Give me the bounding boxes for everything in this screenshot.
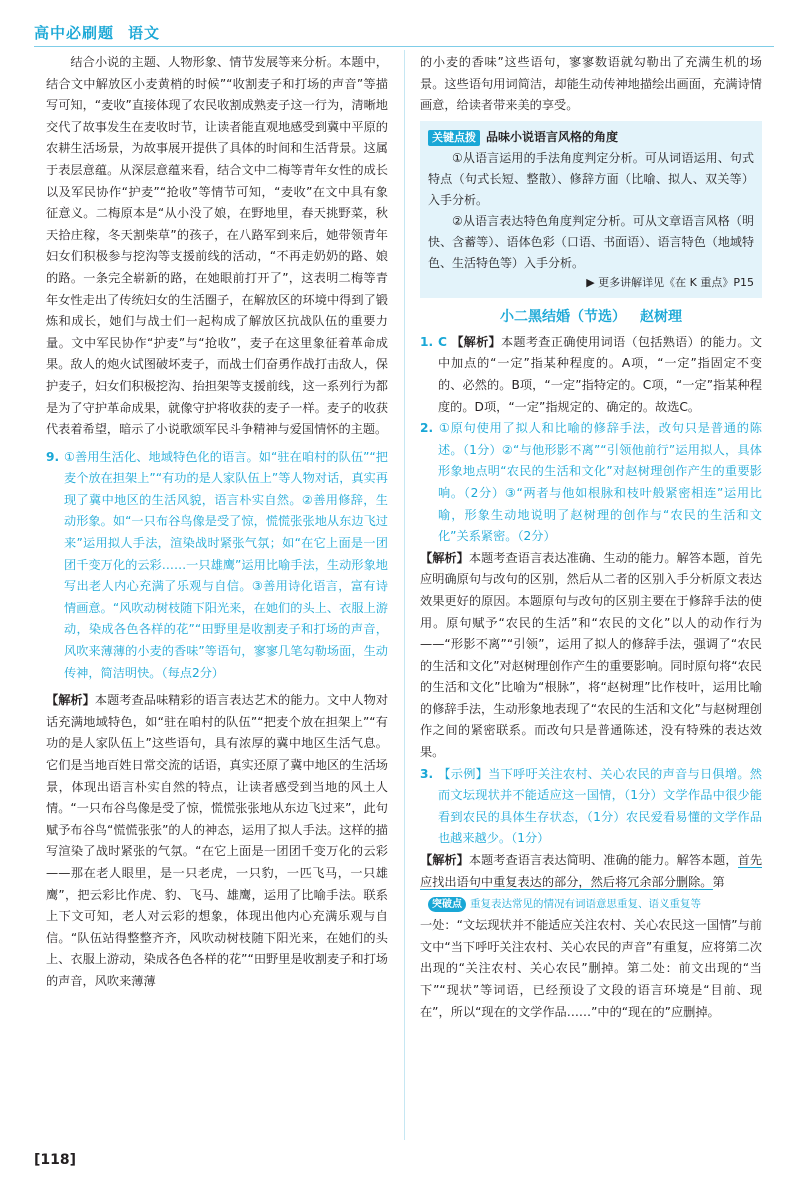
question-3-analysis-text-b: 第: [712, 874, 725, 889]
key-tip-heading: [428, 127, 754, 148]
section-title: [420, 306, 762, 328]
section-author: 赵树理: [640, 308, 682, 325]
question-1-answer: C: [438, 334, 447, 349]
question-3-answer-text: 【示例】当下呼吁关注农村、关心农民的声音与日俱增。然而文坛现状并不能适应这一国情，（1分）文学作品中很少能看到农民的具体生存状态，（1分）农民爱看易懂的文学作品也越来越少。（1分）: [438, 766, 762, 846]
page-header: [34, 22, 160, 43]
question-9-answer: [46, 447, 388, 685]
key-tip-point-1: ①从语言运用的手法角度判定分析。可从词语运用、句式特点（句式长短、整散）、修辞方面（比喻、拟人、双关等）入手分析。: [428, 150, 754, 207]
question-2-answer-text: ①原句使用了拟人和比喻的修辞手法，改句只是普通的陈述。（1分）②“与他形影不离”“引领他前行”运用拟人，具体形象地点明“农民的生活和文化”对赵树理创作产生的重要影响。（2分）③“两者与他如根脉和枝叶般紧密相连”运用比喻，形象生动地说明了赵树理的创作与“农民的生活和文化”关系紧密。（2分）: [438, 421, 762, 544]
question-3-underlined-text: 首先应找出语句中重复表达的部分，然后将冗余部分删除。: [420, 853, 763, 889]
analysis-tag: 【解析】: [46, 693, 95, 708]
question-9-answer-text: ①善用生活化、地域特色化的语言。如“驻在咱村的队伍”“把麦个放在担架上”“有功的是人家队伍上”等人物对话，真实再现了冀中地区的生活风貌，语言朴实自然。②善用修辞，生动形象。如“一只布谷鸟像是受了惊，慌慌张张地从东边飞过来”运用拟人手法，渲染战时紧张气氛；如“在它上面是一团团千变万化的云彩……一只雄鹰”运用比喻手法，生动形象地写出老人内心充满了乐观与自信。③善用诗化语言，富有诗情画意。“风吹动树枝随下阳光来，在她们的头上、衣服上游动，染成各色各样的花”“田野里是收割麦子和打场的声音，风吹来薄薄的小麦的香味”等语句，寥寥几笔勾勒场面，生动传神，简洁明快。（每点2分）: [64, 449, 388, 680]
subject-label: 语文: [128, 24, 161, 42]
question-1-number: 1.: [420, 334, 434, 349]
left-column: [46, 52, 388, 993]
key-tip-point-2: ②从语言表达特色角度判定分析。可从文章语言风格（明快、含蓄等）、语体色彩（口语、书面语）、语言特色（地域特色、生活特色等）入手分析。: [428, 213, 754, 270]
question-2-answer: [420, 418, 762, 548]
analysis-tag: 【解析】: [450, 334, 501, 349]
continued-paragraph: 的小麦的香味”这些语句，寥寥数语就勾勒出了充满生机的场景。这些语句用词简洁，却能生动传神地描绘出画面，充满诗情画意，给读者带来美的享受。: [420, 55, 762, 113]
key-tip-box: [420, 121, 762, 298]
breakthrough-tip-badge: 突破点: [428, 897, 466, 912]
question-1-analysis-text: 本题考查正确使用词语（包括熟语）的能力。文中加点的“一定”指某种程度的。A项，“一定”指固定不变的、必然的。B项，“一定”指特定的。C项，“一定”指某种程度的。D项，“一定”指规定的、确定的。故选C。: [438, 334, 763, 414]
question-1: [420, 332, 762, 418]
breakthrough-tip-text: 重复表达常见的情况有词语意思重复、语义重复等: [470, 898, 701, 911]
page-number: [118]: [34, 1152, 77, 1168]
column-divider: [404, 50, 405, 1140]
page-number-value: 118: [40, 1152, 70, 1168]
question-3-analysis-continued: 一处：“文坛现状并不能适应关注农村、关心农民这一国情”与前文中“当下呼吁关注农村、关心农民的声音”有重复，应将第二次出现的“关注农村、关心农民”删掉。第二处：前文出现的“当下”“现状”等词语，已经预设了文段的语言环境是“目前、现在”，所以“现在的文学作品……”中的“现在的”应删掉。: [420, 918, 762, 1019]
section-title-text: 小二黑结婚（节选）: [500, 308, 626, 325]
question-2-number: 2.: [420, 421, 434, 436]
question-9-analysis: [46, 690, 388, 992]
question-3-number: 3.: [420, 766, 434, 781]
right-column: [420, 52, 762, 1023]
breakthrough-tip: [428, 895, 762, 913]
question-3-analysis: [420, 850, 762, 893]
analysis-paragraph: 结合小说的主题、人物形象、情节发展等来分析。本题中，结合文中解放区小麦黄梢的时候”“收割麦子和打场的声音”等描写可知，“麦收”直接体现了农民收割成熟麦子这一行为，清晰地交代了故事发生在麦收时节，让读者能直观地感受到冀中平原的农耕生活场景，为故事展开提供了具体的时间和生活背景。这属于表层意蕴。从深层意蕴来看，结合文中二梅等青年女性的成长以及军民协作“护麦”“抢收”等情节可知，“麦收”在文中具有象征意义。二梅原本是“从小没了娘，在野地里，春天挑野菜，秋天拾庄稼，冬天割柴草”的孩子，在八路军到来后，她带领青年妇女们积极参与挖沟等支援前线的活动，“不再走奶奶的路、娘的路。一条完全崭新的路，在她眼前打开了”，这表明二梅等青年女性走出了传统妇女的生活圈子，在解放区的环境中得到了锻炼和成长，她们与战士们一起构成了解放区抗战队伍的重要力量。文中军民协作“护麦”与“抢收”，麦子在这里象征着革命成果。敌人的炮火试图破坏麦子，而战士们奋勇作战打击敌人，保护麦子，妇女们积极挖沟、抬担架等支援前线，这一系列行为都是为了守护革命成果，就像守护将收获的麦子一样。麦子的收获代表着希望，暗示了小说歌颂军民斗争精神与爱国情怀的主题。: [46, 55, 388, 437]
question-3-analysis-text-a: 本题考查语言表达简明、准确的能力。解答本题，: [468, 853, 738, 868]
more-reference-link[interactable]: ▶ 更多讲解详见《在 K 重点》P15: [586, 275, 754, 289]
question-2-analysis: [420, 548, 762, 764]
question-2-analysis-text: 本题考查语言表达准确、生动的能力。解答本题，首先应明确原句与改句的区别，然后从二者的区别入手分析原文表达效果更好的原因。本题原句与改句的区别主要在于修辞手法的使用。原句赋予“农民的生活”和“农民的文化”以人的动作行为——“形影不离”“引领”，运用了拟人的修辞手法，强调了“农民的生活和文化”对赵树理创作产生的重要影响。同时原句将“农民的生活和文化”比喻为“根脉”，将“赵树理”比作枝叶，运用比喻的修辞手法，生动形象地表现了“农民的生活和文化”与赵树理创作之间的紧密联系。而改句只是普通陈述，没有特殊的表达效果。: [420, 550, 763, 760]
question-3-answer: [420, 764, 762, 850]
analysis-tag: 【解析】: [420, 853, 469, 868]
header-rule: [34, 46, 774, 47]
book-title: 高中必刷题: [34, 24, 115, 42]
analysis-tag: 【解析】: [420, 550, 469, 565]
question-9-number: 9.: [46, 449, 60, 464]
key-tip-badge: 关键点拨: [428, 130, 480, 146]
question-9-analysis-text: 本题考查品味精彩的语言表达艺术的能力。文中人物对话充满地域特色，如“驻在咱村的队伍”“把麦个放在担架上”“有功的是人家队伍上”这些语句，具有浓厚的冀中地区生活气息。它们是当地百姓日常交流的话语，真实还原了冀中地区的生活场景，体现出语言朴实自然的特点，让读者感受到当地的风土人情。“一只布谷鸟像是受了惊，慌慌张张地从东边飞过来”，此句赋予布谷鸟“慌慌张张”的人的神态，运用了拟人手法。这样的描写渲染了战时紧张的气氛。“在它上面是一团团千变万化的云彩——那在老人眼里，是一只老虎，一只豹，一匹飞马，一只雄鹰”，把云彩比作虎、豹、飞马、雄鹰，运用了比喻手法。联系上下文可知，老人对云彩的想象，体现出他内心充满乐观与自信。“队伍站得整整齐齐，风吹动树枝随下阳光来，在她们的头上、衣服上游动，染成各色各样的花”“田野里是收割麦子和打场的声音，风吹来薄薄: [46, 693, 389, 988]
key-tip-title: 品味小说语言风格的角度: [486, 129, 619, 144]
